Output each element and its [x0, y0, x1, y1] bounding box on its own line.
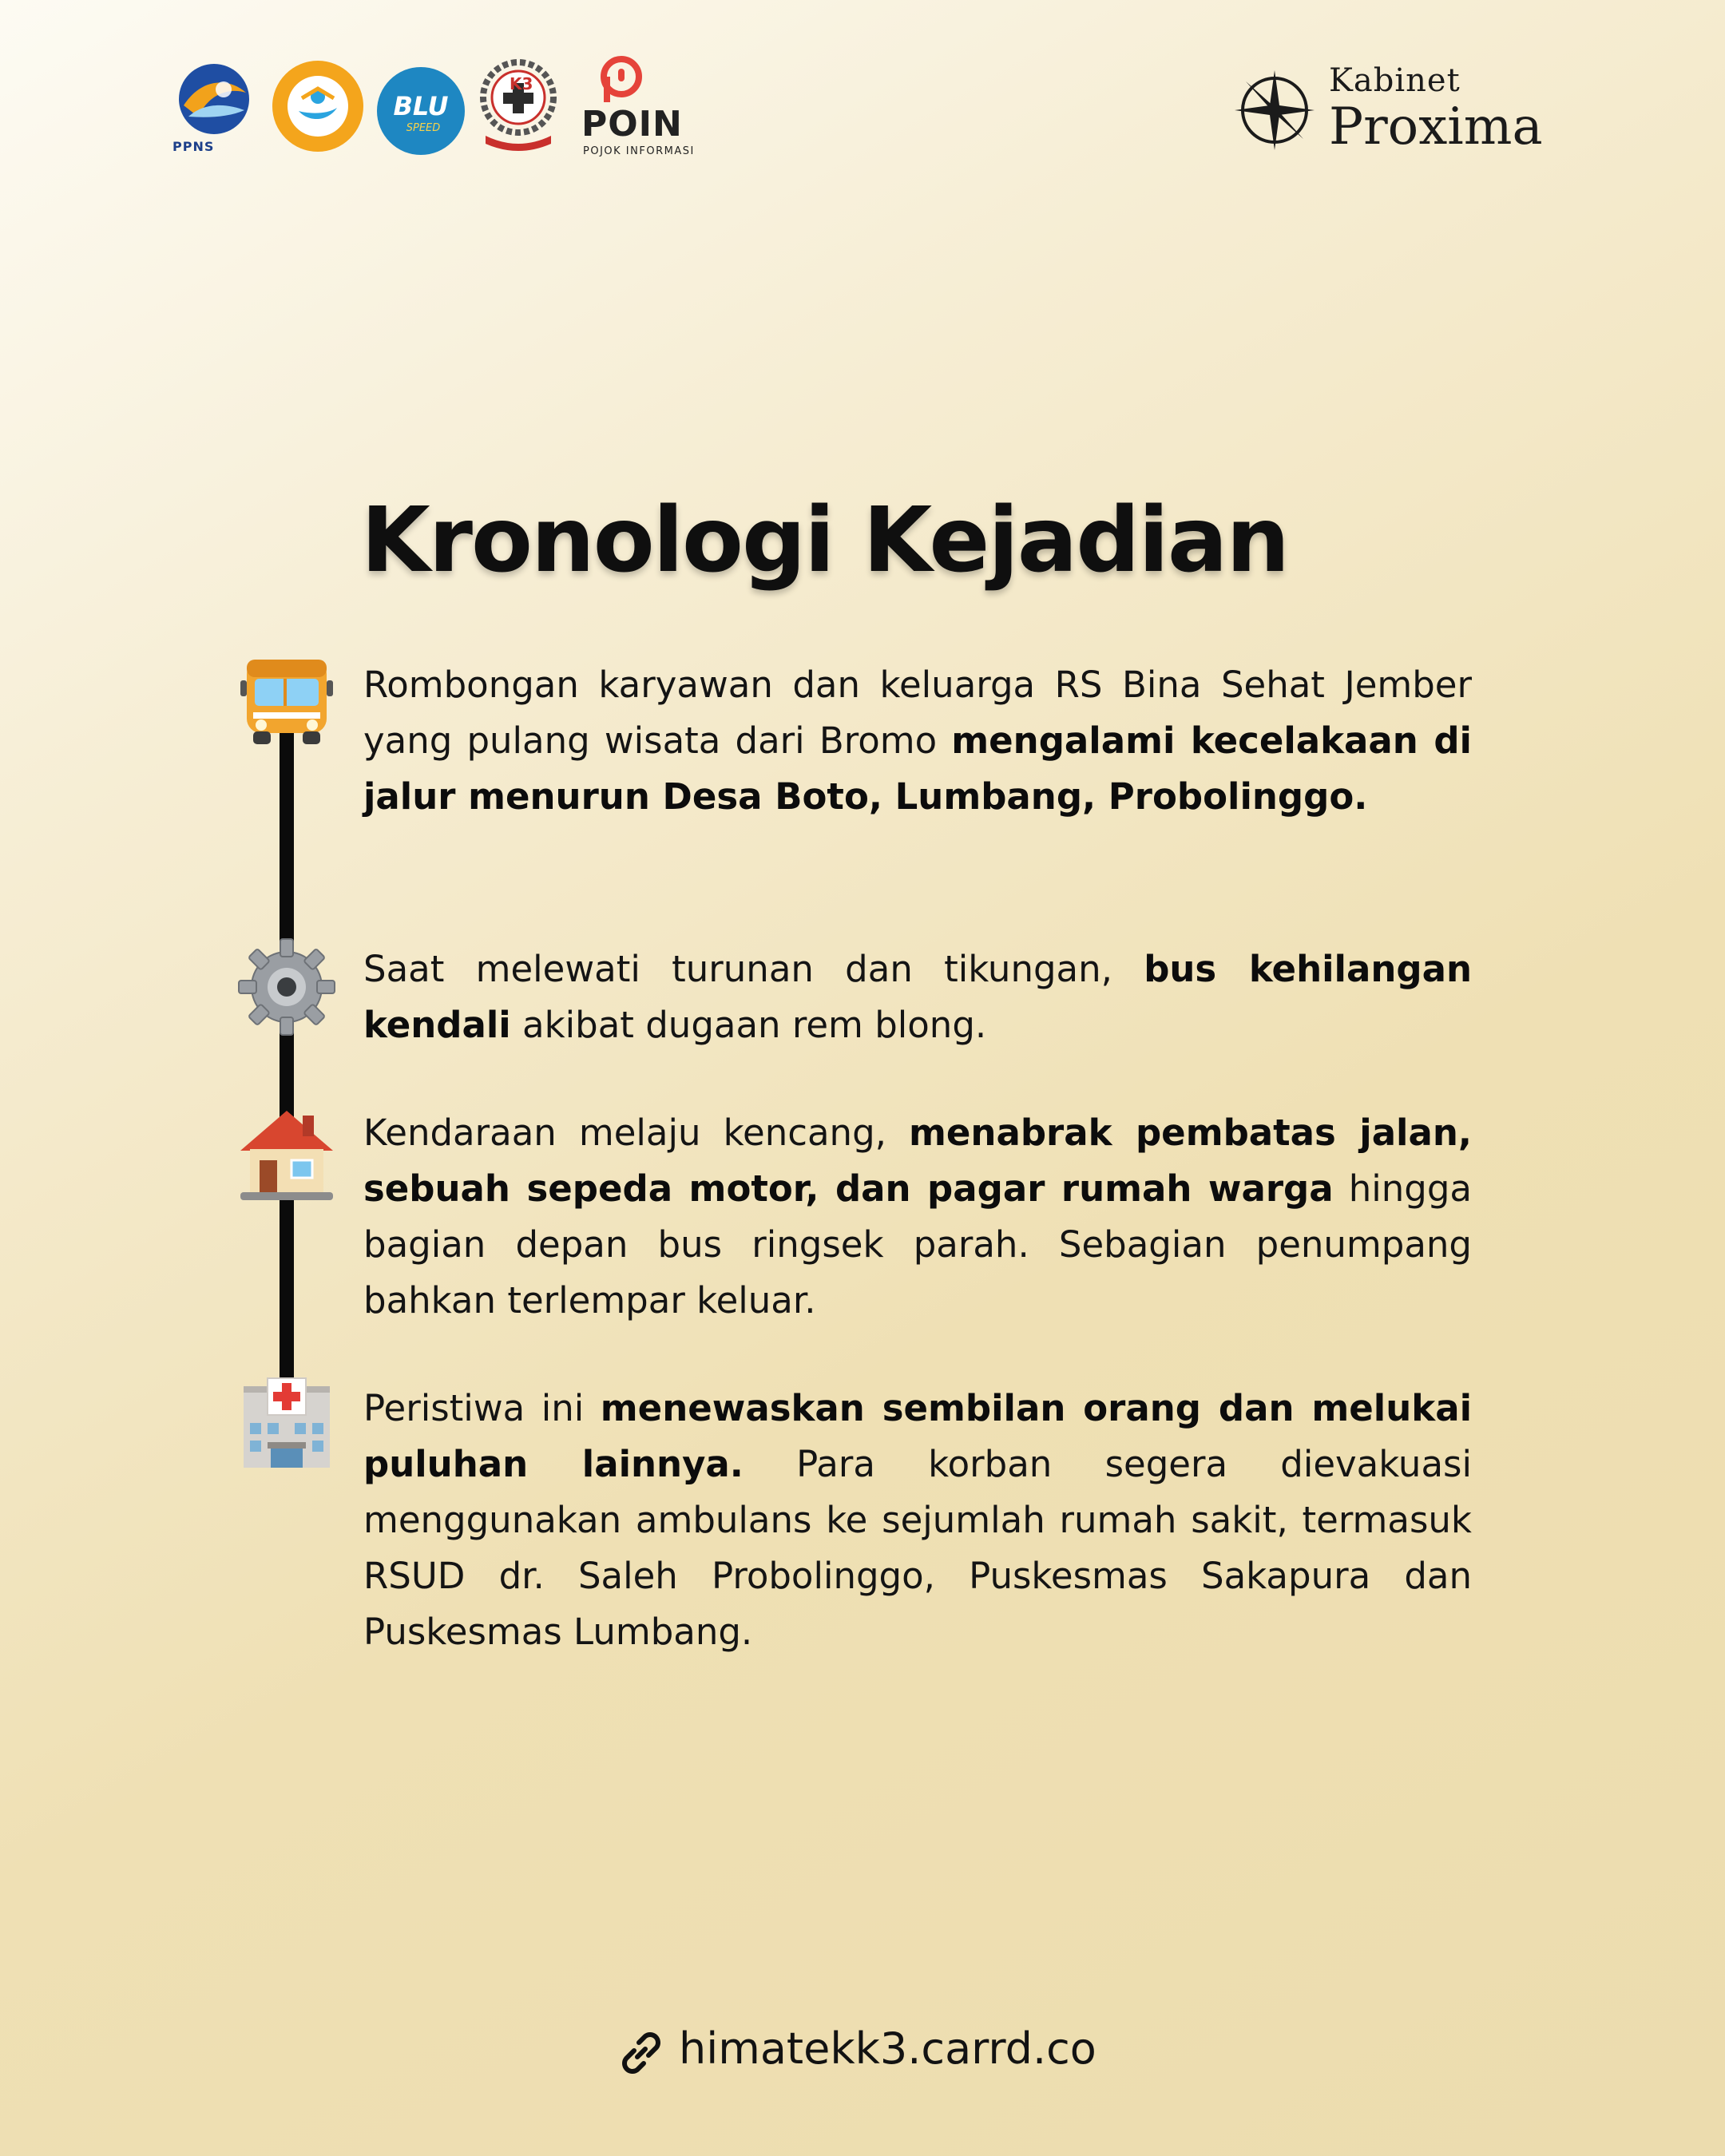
- star-burst-icon: [1230, 65, 1319, 155]
- ppns-label: PPNS: [172, 139, 215, 154]
- ppns-logo: [172, 61, 254, 154]
- text-run: Para korban segera dievakuasi menggunakan ambulans ke sejumlah rumah sakit, termasuk RSUD dr. Saleh Probolinggo, Puskesmas Sakapura dan Puskesmas Lumbang.: [363, 1443, 1472, 1653]
- cabinet-name: Proxima: [1329, 97, 1543, 157]
- timeline-item-1: [363, 657, 1472, 825]
- svg-text:SPEED: SPEED: [406, 122, 441, 134]
- partner-logos: [174, 56, 733, 160]
- footer-link[interactable]: [615, 2020, 1158, 2084]
- bold-text-run: bus kehilangan kendali: [363, 948, 1472, 1046]
- poin-title: POIN: [581, 104, 683, 145]
- house-icon: [236, 1104, 338, 1207]
- svg-text:BLU: BLU: [393, 91, 449, 121]
- timeline-item-3: [363, 1105, 1472, 1329]
- text-run: Saat melewati turunan dan tikungan,: [363, 948, 1144, 990]
- timeline-item-4: [363, 1381, 1472, 1660]
- svg-text:K3: K3: [510, 74, 533, 93]
- timeline-item-2: [363, 941, 1472, 1053]
- poin-subtitle: POJOK INFORMASI: [583, 145, 695, 157]
- k3-emblem-logo: [478, 56, 559, 152]
- text-run: Peristiwa ini: [363, 1387, 601, 1429]
- link-icon: [615, 2027, 668, 2079]
- blu-speed-logo: [375, 65, 466, 157]
- text-run: hingga bagian depan bus ringsek parah. Sebagian penumpang bahkan terlempar keluar.: [363, 1167, 1472, 1322]
- bus-icon: [236, 648, 338, 751]
- text-run: Kendaraan melaju kencang,: [363, 1112, 910, 1154]
- timeline-line: [280, 703, 294, 1405]
- bold-text-run: menabrak pembatas jalan, sebuah sepeda motor, dan pagar rumah warga: [363, 1112, 1472, 1210]
- cabinet-proxima-logo: [1230, 57, 1565, 161]
- text-run: Rombongan karyawan dan keluarga RS Bina Sehat Jember yang pulang wisata dari Bromo: [363, 664, 1472, 762]
- bold-text-run: menewaskan sembilan orang dan melukai puluhan lainnya.: [363, 1387, 1472, 1485]
- gear-icon: [236, 936, 338, 1038]
- bold-text-run: mengalami kecelakaan di jalur menurun Desa Boto, Lumbang, Probolinggo.: [363, 719, 1472, 818]
- footer-url[interactable]: himatekk3.carrd.co: [679, 2023, 1096, 2074]
- hospital-icon: [236, 1372, 338, 1474]
- cabinet-label: Kabinet: [1329, 62, 1461, 99]
- diktisaintek-logo: [270, 58, 366, 154]
- text-run: akibat dugaan rem blong.: [510, 1004, 987, 1046]
- page-title: Kronologi Kejadian: [361, 489, 1289, 593]
- poin-logo: [581, 56, 701, 160]
